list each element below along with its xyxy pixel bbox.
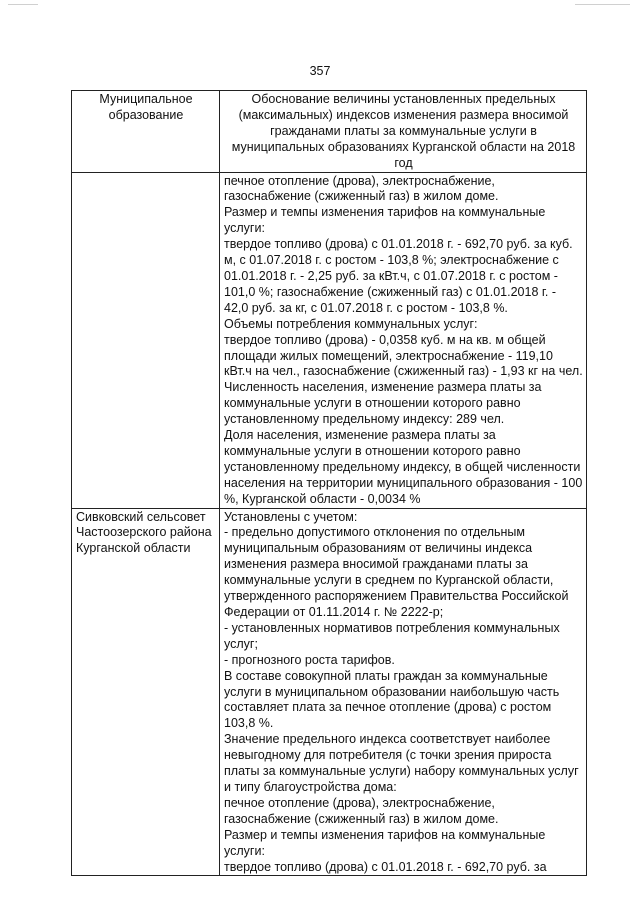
municipality-cell [72, 172, 220, 508]
justification-cell [220, 508, 587, 876]
paragraph: - прогнозного роста тарифов. [224, 652, 395, 667]
paragraph: Размер и темпы изменения тарифов на коммунальные услуги: [224, 205, 546, 236]
municipality-cell: Сивковский сельсовет Частоозерского района Курганской области [72, 508, 220, 876]
header-justification: Обоснование величины установленных предельных (максимальных) индексов изменения размера вносимой гражданами платы за коммунальные услуги в муниципальных образованиях Курганской области на 2018 год [220, 91, 587, 173]
paragraph: Численность населения, изменение размера платы за коммунальные услуги в отношении которого равно установленному предельному индексу: 289 чел. [224, 380, 542, 427]
paragraph: твердое топливо (дрова) - 0,0358 куб. м на кв. м общей площади жилых помещений, электроснабжение - 119,10 кВт.ч на чел., газоснабжение (сжиженный газ) - 1,93 кг на чел. [224, 332, 583, 379]
paragraph: твердое топливо (дрова) с 01.01.2018 г. - 692,70 руб. за [224, 859, 547, 874]
paragraph: В составе совокупной платы граждан за коммунальные услуги в муниципальном образовании наибольшую часть составляет плата за печное отопление (дрова) с ростом 103,8 %. [224, 668, 560, 731]
paragraph: Установлены с учетом: [224, 509, 358, 524]
paragraph: печное отопление (дрова), электроснабжение, газоснабжение (сжиженный газ) в жилом доме. [224, 173, 499, 204]
paragraph: - предельно допустимого отклонения по отдельным муниципальным образованиям от величины индекса изменения размера вносимой гражданами платы за коммунальные услуги в среднем по Курганской области, утвержденного распоряжением Правительства Российской Федерации от 01.11.2014 г. № 2222-р; [224, 525, 569, 619]
paragraph: Объемы потребления коммунальных услуг: [224, 316, 478, 331]
paragraph: - установленных нормативов потребления коммунальных услуг; [224, 620, 560, 651]
justification-cell [220, 172, 587, 508]
paragraph: твердое топливо (дрова) с 01.01.2018 г. - 692,70 руб. за куб. м, с 01.07.2018 г. с ростом - 103,8 %; электроснабжение с 01.01.2018 г. - 2,25 руб. за кВт.ч, с 01.07.2018 г. с ростом - 101,0 %; газоснабжение (сжиженный газ) с 01.01.2018 г. - 42,0 руб. за кг, с 01.07.2018 г. с ростом - 103,8 %. [224, 237, 573, 315]
paragraph: Размер и темпы изменения тарифов на коммунальные услуги: [224, 827, 546, 858]
scan-artifact-right [575, 4, 630, 5]
justification-table [71, 90, 587, 876]
table-header-row [72, 91, 587, 173]
table-row [72, 508, 587, 876]
table-row [72, 172, 587, 508]
paragraph: Значение предельного индекса соответствует наиболее невыгодному для потребителя (с точки зрения прироста платы за коммунальные услуги) набору коммунальных услуг и типу благоустройства дома: [224, 732, 579, 794]
paragraph: печное отопление (дрова), электроснабжение, газоснабжение (сжиженный газ) в жилом доме. [224, 795, 499, 826]
header-municipality: Муниципальное образование [72, 91, 220, 173]
scan-artifact-left [8, 4, 38, 5]
paragraph: Доля населения, изменение размера платы за коммунальные услуги в отношении которого равно установленному предельному индексу, в общей численности населения на территории муниципального образования - 100 %, Курганской области - 0,0034 % [224, 428, 583, 506]
page-number: 357 [309, 64, 331, 78]
